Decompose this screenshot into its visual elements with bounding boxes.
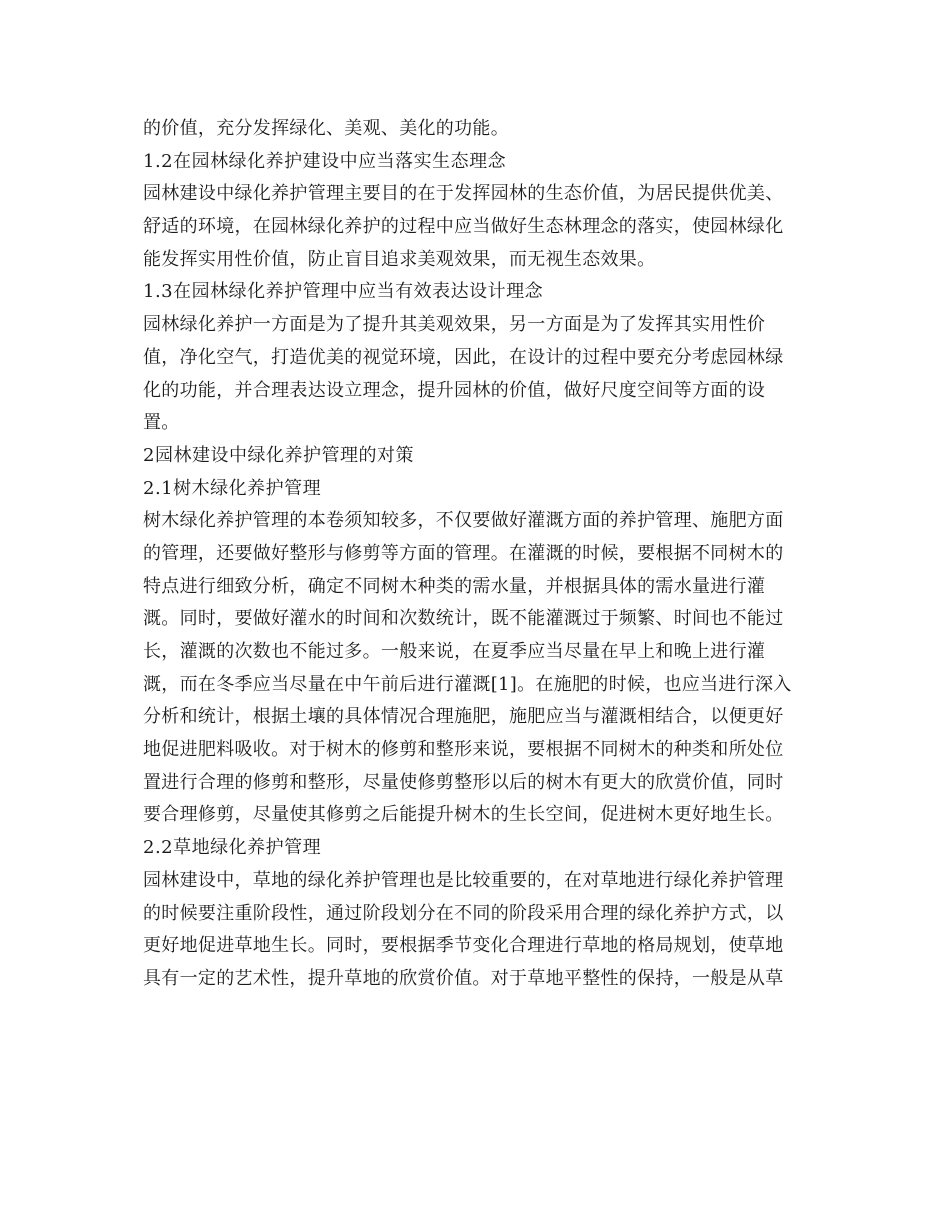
document-page <box>143 113 813 996</box>
body-text-line: 置。 <box>143 412 180 434</box>
section-heading-2: 2园林建设中绿化养护管理的对策 <box>143 444 414 466</box>
body-text-line: 置进行合理的修剪和整形，尽量使修剪整形以后的树木有更大的欣赏价值，同时 <box>143 771 784 793</box>
body-text-line: 长，灌溉的次数也不能过多。一般来说，在夏季应当尽量在早上和晚上进行灌 <box>143 641 766 662</box>
section-heading-1-3: 1.3在园林绿化养护管理中应当有效表达设计理念 <box>143 281 544 303</box>
body-text-line: 的管理，还要做好整形与修剪等方面的管理。在灌溉的时候，要根据不同树木的 <box>143 542 784 564</box>
body-text-line: 值，净化空气，打造优美的视觉环境，因此，在设计的过程中要充分考虑园林绿 <box>143 346 784 368</box>
body-text-line: 更好地促进草地生长。同时，要根据季节变化合理进行草地的格局规划，使草地 <box>143 935 784 957</box>
body-text-line: 能发挥实用性价值，防止盲目追求美观效果，而无视生态效果。 <box>143 248 656 270</box>
body-text-line: 园林绿化养护一方面是为了提升其美观效果，另一方面是为了发挥其实用性价 <box>143 314 766 336</box>
body-text-line: 具有一定的艺术性，提升草地的欣赏价值。对于草地平整性的保持，一般是从草 <box>143 967 784 989</box>
body-text-line: 溉。同时，要做好灌水的时间和次数统计，既不能灌溉过于频繁、时间也不能过 <box>143 608 784 630</box>
body-text-line: 的价值，充分发挥绿化、美观、美化的功能。 <box>143 118 509 139</box>
body-text-line: 分析和统计，根据土壤的具体情况合理施肥，施肥应当与灌溉相结合，以便更好 <box>143 706 784 728</box>
body-text-line: 要合理修剪，尽量使其修剪之后能提升树木的生长空间，促进树木更好地生长。 <box>143 804 784 826</box>
body-text-line: 的时候要注重阶段性，通过阶段划分在不同的阶段采用合理的绿化养护方式，以 <box>143 902 784 924</box>
section-heading-1-2: 1.2在园林绿化养护建设中应当落实生态理念 <box>143 150 507 172</box>
body-text-line: 溉，而在冬季应当尽量在中午前后进行灌溉[1]。在施肥的时候，也应当进行深入 <box>143 673 792 695</box>
body-text-line: 园林建设中，草地的绿化养护管理也是比较重要的，在对草地进行绿化养护管理 <box>143 869 784 891</box>
body-text-line: 地促进肥料吸收。对于树木的修剪和整形来说，要根据不同树木的种类和所处位 <box>143 739 784 761</box>
body-text-line: 树木绿化养护管理的本卷须知较多，不仅要做好灌溉方面的养护管理、施肥方面 <box>143 510 784 532</box>
body-text-line: 特点进行细致分析，确定不同树木种类的需水量，并根据具体的需水量进行灌 <box>143 575 766 597</box>
section-heading-2-1: 2.1树木绿化养护管理 <box>143 477 322 499</box>
body-text-line: 园林建设中绿化养护管理主要目的在于发挥园林的生态价值，为居民提供优美、 <box>143 183 784 205</box>
section-heading-2-2: 2.2草地绿化养护管理 <box>143 837 322 859</box>
body-text-line: 舒适的环境，在园林绿化养护的过程中应当做好生态林理念的落实，使园林绿化 <box>143 216 784 238</box>
body-text-line: 化的功能，并合理表达设立理念，提升园林的价值，做好尺度空间等方面的设 <box>143 379 766 401</box>
